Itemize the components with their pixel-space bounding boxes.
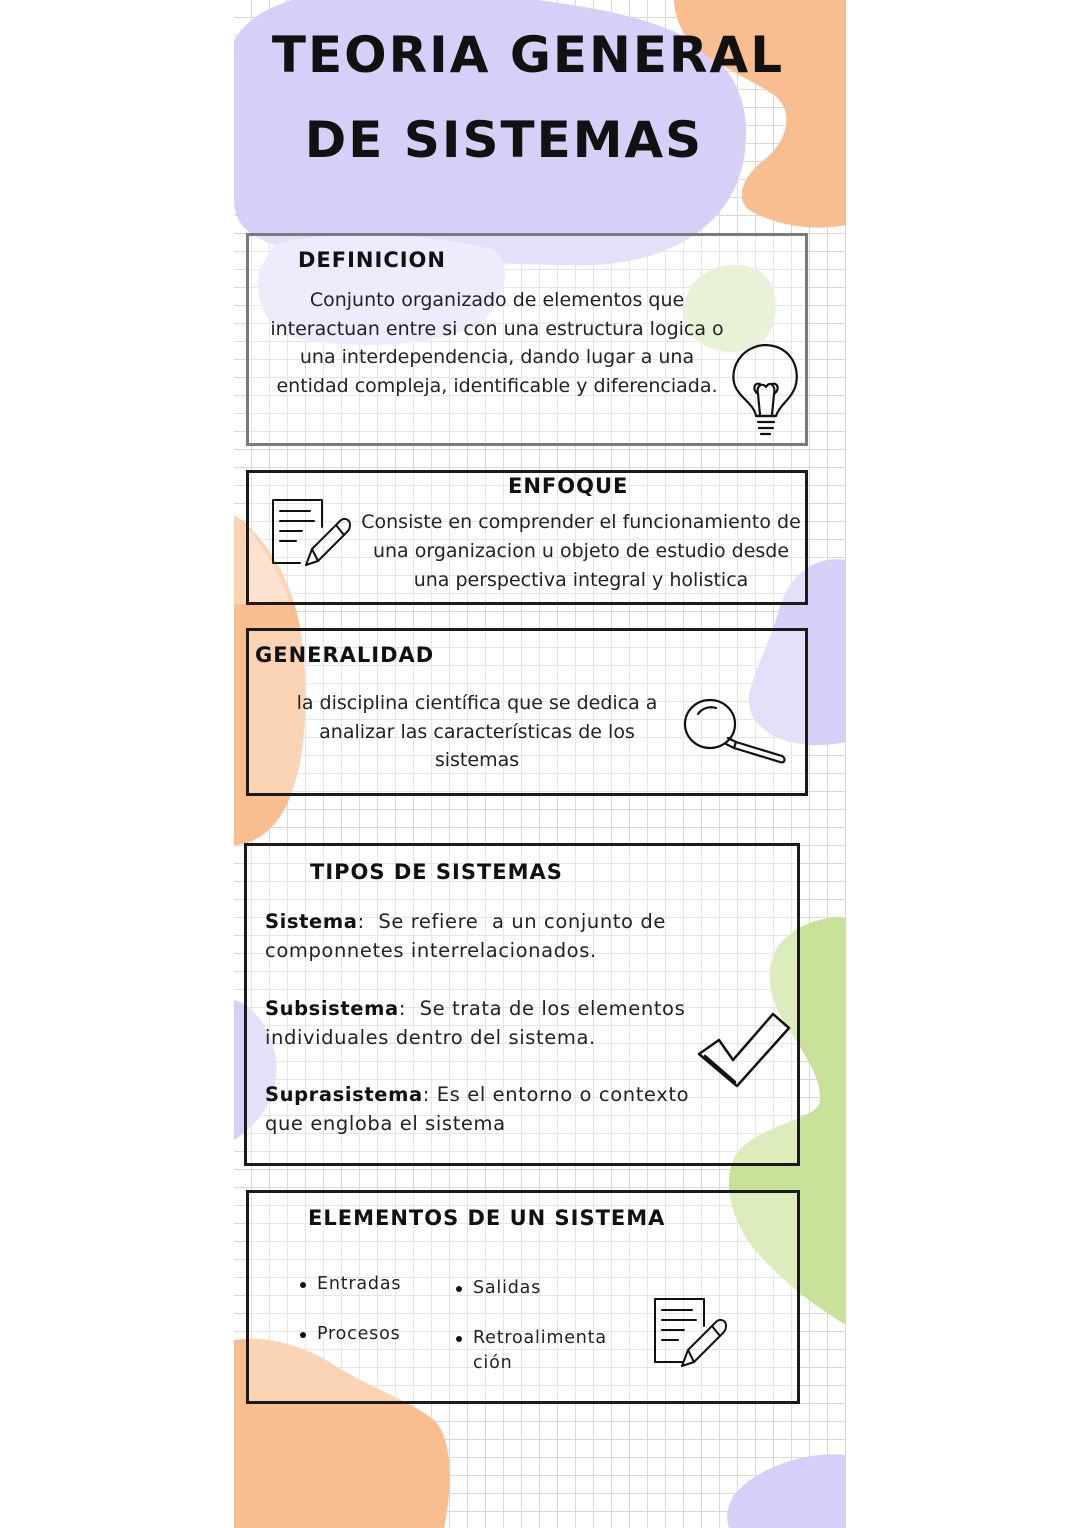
magnifying-glass-icon bbox=[682, 694, 788, 764]
generalidad-heading: GENERALIDAD bbox=[255, 643, 435, 667]
elemento-item bbox=[473, 1276, 541, 1301]
bullet-dot bbox=[300, 1282, 306, 1288]
elemento-item bbox=[317, 1322, 401, 1347]
enfoque-text bbox=[358, 508, 804, 595]
tipo-separator: : bbox=[357, 910, 379, 933]
tipo-subsistema bbox=[265, 994, 685, 1052]
tipo-sistema bbox=[265, 907, 666, 965]
enfoque-line: Consiste en comprender el funcionamiento de bbox=[361, 511, 801, 533]
elemento-label-continuation: ción bbox=[473, 1353, 513, 1373]
bullet-dot bbox=[456, 1286, 462, 1292]
tipos-heading: TIPOS DE SISTEMAS bbox=[310, 860, 563, 884]
document-pencil-icon bbox=[652, 1296, 736, 1368]
checkmark-icon bbox=[697, 1010, 793, 1090]
enfoque-heading: ENFOQUE bbox=[508, 474, 629, 498]
elemento-item bbox=[317, 1272, 401, 1297]
tipo-separator: : bbox=[422, 1083, 437, 1106]
tipo-description: Se refiere a un conjunto de bbox=[378, 910, 666, 933]
elemento-label: Retroalimenta bbox=[473, 1328, 607, 1348]
page-title-line-2: DE SISTEMAS bbox=[304, 111, 704, 169]
definicion-line: entidad compleja, identificable y diferenciada. bbox=[276, 374, 718, 397]
generalidad-line: analizar las características de los bbox=[319, 720, 635, 743]
generalidad-line: la disciplina científica que se dedica a bbox=[296, 692, 658, 714]
page-title-line-1: TEORIA GENERAL bbox=[271, 26, 785, 84]
tipo-separator: : bbox=[398, 997, 420, 1020]
tipo-term: Suprasistema bbox=[265, 1083, 423, 1106]
elemento-item bbox=[473, 1326, 607, 1376]
tipo-term: Subsistema bbox=[265, 997, 399, 1020]
infographic-page bbox=[234, 0, 846, 1528]
definicion-text bbox=[262, 286, 732, 400]
document-pencil-icon bbox=[270, 497, 354, 569]
tipo-description: que engloba el sistema bbox=[265, 1112, 506, 1135]
elemento-label: Salidas bbox=[473, 1278, 542, 1298]
tipo-description: individuales dentro del sistema. bbox=[265, 1026, 596, 1049]
enfoque-line: una perspectiva integral y holistica bbox=[413, 569, 749, 591]
definicion-line: una interdependencia, dando lugar a una bbox=[299, 346, 695, 368]
bullet-dot bbox=[300, 1332, 306, 1338]
tipo-description: Se trata de los elementos bbox=[419, 997, 686, 1020]
enfoque-line: una organizacion u objeto de estudio desde bbox=[372, 540, 790, 562]
definicion-line: Conjunto organizado de elementos que bbox=[309, 289, 685, 311]
tipo-description: Es el entorno o contexto bbox=[436, 1083, 690, 1106]
tipo-description: componnetes interrelacionados. bbox=[265, 939, 597, 962]
elemento-label: Entradas bbox=[317, 1274, 402, 1294]
definicion-heading: DEFINICION bbox=[298, 248, 446, 272]
tipo-suprasistema bbox=[265, 1080, 689, 1138]
lightbulb-icon bbox=[730, 342, 800, 440]
bullet-dot bbox=[456, 1336, 462, 1342]
generalidad-text bbox=[286, 689, 668, 775]
elementos-heading: ELEMENTOS DE UN SISTEMA bbox=[308, 1206, 666, 1230]
elemento-label: Procesos bbox=[317, 1324, 401, 1344]
generalidad-line: sistemas bbox=[434, 749, 520, 771]
tipo-term: Sistema bbox=[265, 910, 358, 933]
definicion-line: interactuan entre si con una estructura logica o bbox=[270, 317, 724, 340]
